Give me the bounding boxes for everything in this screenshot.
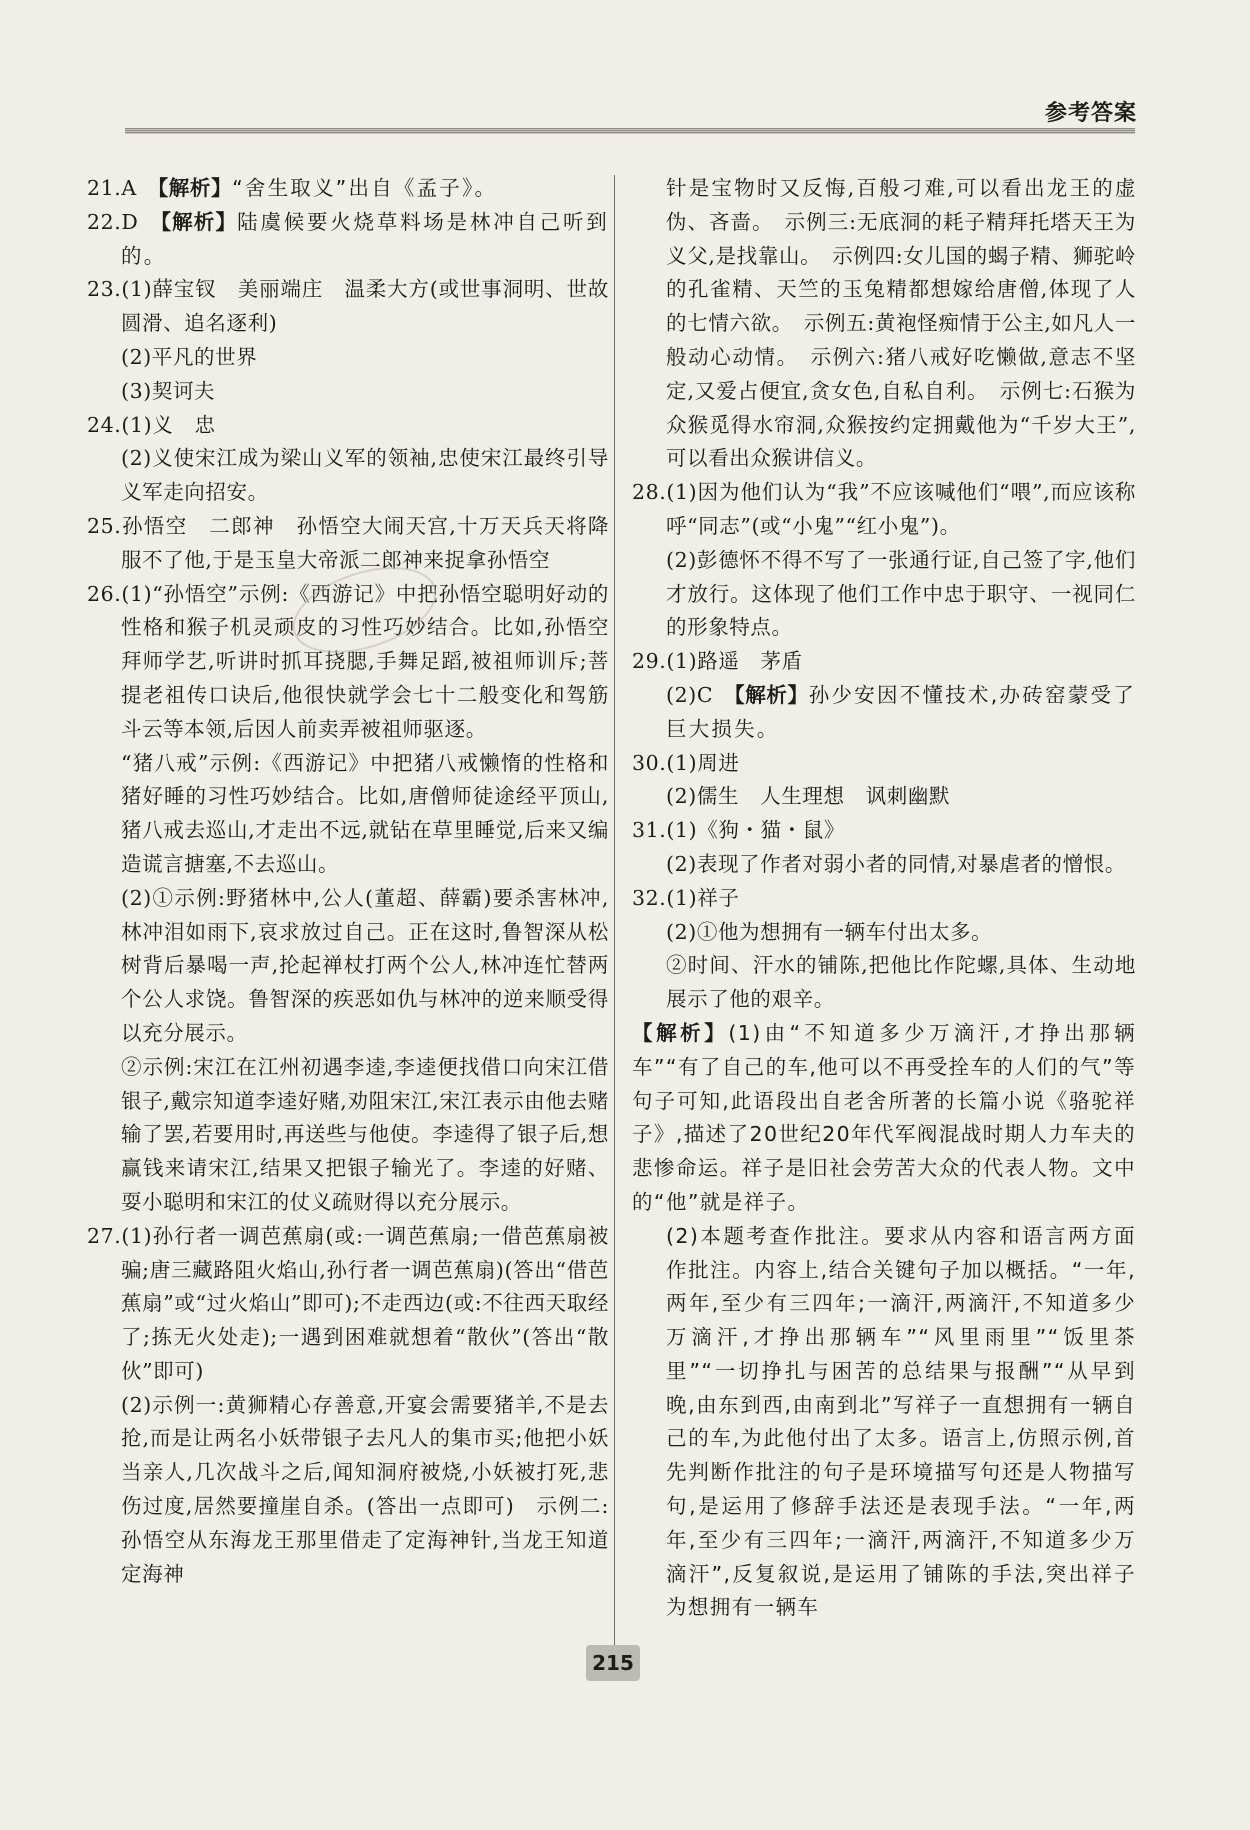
answer-paragraph: 31.(1)《狗・猫・鼠》	[632, 818, 845, 843]
answer-paragraph: (2)①示例:野猪林中,公人(董超、薛霸)要杀害林冲,林冲泪如雨下,哀求放过自己。正在这时,鲁智深从松树背后暴喝一声,抡起禅杖打两个公人,林冲连忙替两个公人求饶。鲁智深的疾恶如仇与林冲的逆来顺受得以充分展示。	[121, 885, 609, 1045]
column-divider	[614, 175, 615, 1675]
page-number: 215	[586, 1645, 640, 1681]
answer-paragraph: (2)①他为想拥有一辆车付出太多。	[666, 919, 993, 944]
answer-paragraph: (2)C 【解析】孙少安因不懂技术,办砖窑蒙受了巨大损失。	[666, 682, 1136, 741]
answer-paragraph: 25.孙悟空 二郎神 孙悟空大闹天宫,十万天兵天将降服不了他,于是玉皇大帝派二郎神来捉拿孙悟空	[87, 513, 609, 572]
answer-paragraph: 29.(1)路遥 茅盾	[632, 649, 803, 674]
answer-paragraph: ②时间、汗水的铺陈,把他比作陀螺,具体、生动地展示了他的艰辛。	[666, 953, 1136, 1012]
answer-paragraph: 23.(1)薛宝钗 美丽端庄 温柔大方(或世事洞明、世故圆滑、追名逐利)	[87, 277, 609, 336]
answer-paragraph: 24.(1)义 忠	[87, 412, 216, 437]
answer-paragraph: 32.(1)祥子	[632, 885, 740, 910]
answer-paragraph: “猪八戒”示例:《西游记》中把猪八戒懒惰的性格和猪好睡的习性巧妙结合。比如,唐僧师徒途经平顶山,猪八戒去巡山,才走出不远,就钻在草里睡觉,后来又编造谎言搪塞,不去巡山。	[121, 750, 609, 876]
answer-paragraph: 26.(1)“孙悟空”示例:《西游记》中把孙悟空聪明好动的性格和猴子机灵顽皮的习性巧妙结合。比如,孙悟空拜师学艺,听讲时抓耳挠腮,手舞足蹈,被祖师训斥;菩提老祖传口诀后,他很快就学会七十二般变化和驾筋斗云等本领,后因人前卖弄被祖师驱逐。	[87, 581, 609, 741]
page-header-title: 参考答案	[1044, 101, 1137, 126]
answer-paragraph: (2)彭德怀不得不写了一张通行证,自己签了字,他们才放行。这体现了他们工作中忠于职守、一视同仁的形象特点。	[666, 547, 1136, 640]
answer-paragraph: (2)义使宋江成为梁山义军的领袖,忠使宋江最终引导义军走向招安。	[121, 446, 609, 505]
answer-paragraph: 30.(1)周进	[632, 750, 740, 775]
answer-paragraph: 22.D 【解析】陆虞候要火烧草料场是林冲自己听到的。	[87, 209, 610, 268]
answer-paragraph: (2)示例一:黄狮精心存善意,开宴会需要猪羊,不是去抢,而是让两名小妖带银子去凡人的集市买;他把小妖当亲人,几次战斗之后,闻知洞府被烧,小妖被打死,悲伤过度,居然要撞崖自杀。(答出一点即可) 示例二:孙悟空从东海龙王那里借走了定海神针,当龙王知道定海神	[121, 1392, 609, 1586]
answer-paragraph: (2)表现了作者对弱小者的同情,对暴虐者的憎恨。	[666, 851, 1126, 876]
answer-paragraph: (3)契诃夫	[121, 378, 216, 403]
answer-paragraph: (2)平凡的世界	[121, 344, 258, 369]
right-column	[632, 172, 1136, 1625]
answer-paragraph: 27.(1)孙行者一调芭蕉扇(或:一调芭蕉扇;一借芭蕉扇被骗;唐三藏路阻火焰山,孙行者一调芭蕉扇)(答出“借芭蕉扇”或“过火焰山”即可);不走西边(或:不往西天取经了;拣无火处走);一遇到困难就想着“散伙”(答出“散伙”即可)	[87, 1223, 609, 1383]
answer-paragraph: (2)本题考查作批注。要求从内容和语言两方面作批注。内容上,结合关键句子加以概括。“一年,两年,至少有三四年;一滴汗,两滴汗,不知道多少万滴汗,才挣出那辆车”“风里雨里”“饭里茶里”“一切挣扎与困苦的总结果与报酬”“从早到晚,由东到西,由南到北”写祥子一直想拥有一辆自己的车,为此他付出了太多。语言上,仿照示例,首先判断作批注的句子是环境描写句还是人物描写句,是运用了修辞手法还是表现手法。“一年,两年,至少有三四年;一滴汗,两滴汗,不知道多少万滴汗”,反复叙说,是运用了铺陈的手法,突出祥子为想拥有一辆车	[666, 1223, 1136, 1620]
answer-paragraph: (2)儒生 人生理想 讽刺幽默	[666, 784, 951, 809]
answer-paragraph: ②示例:宋江在江州初遇李逵,李逵便找借口向宋江借银子,戴宗知道李逵好赌,劝阻宋江,宋江表示由他去赌输了罢,若要用时,再送些与他使。李逵得了银子后,想赢钱来请宋江,结果又把银子输光了。李逵的好赌、耍小聪明和宋江的仗义疏财得以充分展示。	[121, 1054, 609, 1214]
answer-paragraph: 针是宝物时又反悔,百般刁难,可以看出龙王的虚伪、吝啬。 示例三:无底洞的耗子精拜托塔天王为义父,是找靠山。 示例四:女儿国的蝎子精、狮驼岭的孔雀精、天竺的玉兔精都想嫁给唐僧,体现了人的七情六欲。 示例五:黄袍怪痴情于公主,如凡人一般动心动情。 示例六:猪八戒好吃懒做,意志不坚定,又爱占便宜,贪女色,自私自利。 示例七:石猴为众猴觅得水帘洞,众猴按约定拥戴他为“千岁大王”,可以看出众猴讲信义。	[666, 176, 1136, 471]
answer-paragraph: 【解析】(1)由“不知道多少万滴汗,才挣出那辆车”“有了自己的车,他可以不再受拴车的人们的气”等句子可知,此语段出自老舍所著的长篇小说《骆驼祥子》,描述了20世纪20年代军阀混战时期人力车夫的悲惨命运。祥子是旧社会劳苦大众的代表人物。文中的“他”就是祥子。	[632, 1020, 1136, 1214]
left-column	[87, 172, 609, 1591]
answer-paragraph: 21.A 【解析】“舍生取义”出自《孟子》。	[87, 176, 498, 200]
header-rule	[125, 128, 1135, 134]
answer-paragraph: 28.(1)因为他们认为“我”不应该喊他们“喂”,而应该称呼“同志”(或“小鬼”“红小鬼”)。	[632, 480, 1136, 538]
